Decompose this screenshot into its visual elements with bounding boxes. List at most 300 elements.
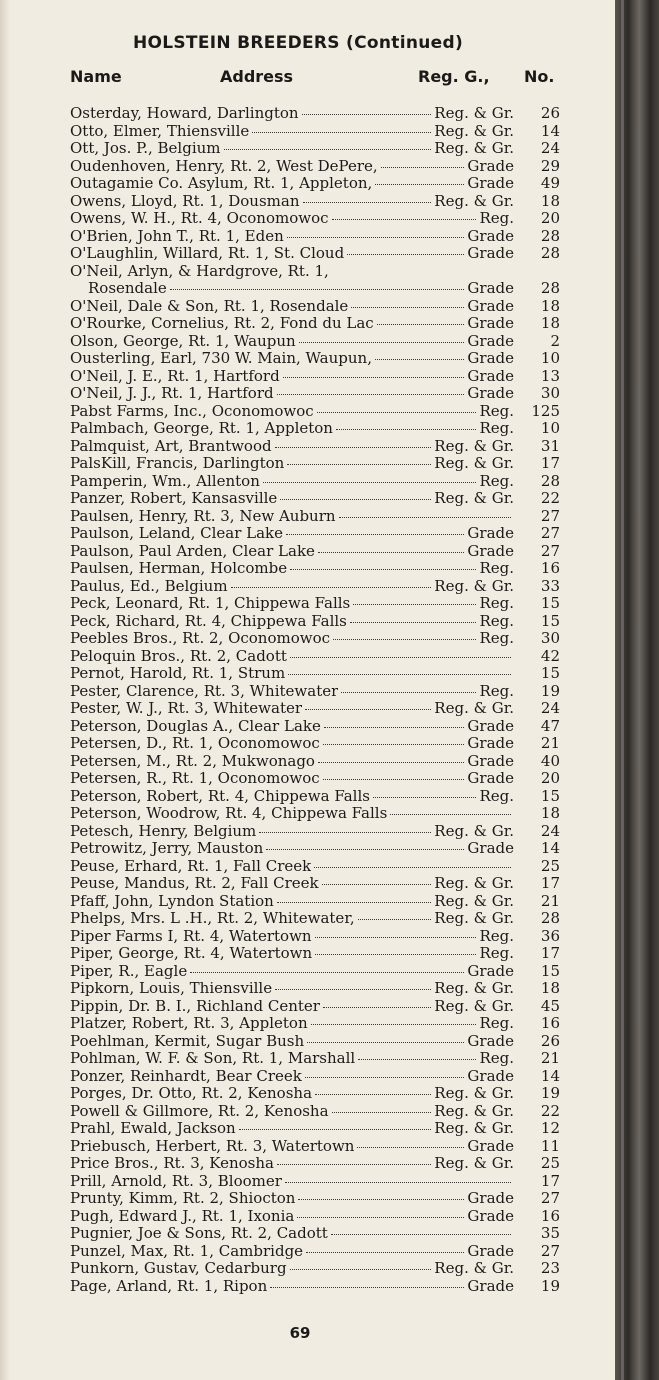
registration-class: Grade xyxy=(467,279,514,297)
registration-class: Reg. & Gr. xyxy=(434,489,514,507)
herd-count: 14 xyxy=(540,839,560,857)
breeder-entry xyxy=(70,403,560,421)
herd-count: 12 xyxy=(540,1119,560,1137)
registration-class: Reg. xyxy=(479,1014,514,1032)
herd-count: 18 xyxy=(540,804,560,822)
dot-leader xyxy=(259,831,431,833)
herd-count: 21 xyxy=(540,734,560,752)
breeder-name-address: Peterson, Robert, Rt. 4, Chippewa Falls xyxy=(70,787,370,805)
breeder-name-address: Owens, Lloyd, Rt. 1, Dousman xyxy=(70,192,300,210)
registration-class: Reg. xyxy=(479,681,514,700)
herd-count: 15 xyxy=(540,786,560,805)
registration-class: Reg. xyxy=(479,944,514,962)
herd-count: 17 xyxy=(540,944,560,962)
registration-class: Reg. & Gr. xyxy=(434,1154,514,1172)
herd-count: 29 xyxy=(540,156,560,175)
breeder-name-address: Platzer, Robert, Rt. 3, Appleton xyxy=(70,1015,308,1032)
breeder-entry xyxy=(70,1120,560,1138)
herd-count: 26 xyxy=(540,1031,560,1050)
breeder-name-address: Petesch, Henry, Belgium xyxy=(70,822,257,840)
breeder-entry xyxy=(70,770,560,788)
breeder-entry xyxy=(70,735,560,753)
herd-count: 22 xyxy=(540,1101,560,1120)
herd-count: 25 xyxy=(540,856,560,875)
registration-class: Grade xyxy=(467,314,514,332)
breeder-name-address: Pugh, Edward J., Rt. 1, Ixonia xyxy=(70,1207,295,1225)
dot-leader xyxy=(341,691,476,693)
dot-leader xyxy=(239,1128,432,1130)
breeder-name-address: Piper Farms I, Rt. 4, Watertown xyxy=(70,927,312,945)
breeder-name-address: O'Neil, J. J., Rt. 1, Hartford xyxy=(70,385,274,402)
registration-class: Grade xyxy=(467,839,514,857)
registration-class: Grade xyxy=(467,1189,514,1207)
dot-leader xyxy=(305,1076,465,1078)
registration-class: Grade xyxy=(467,384,514,402)
registration-class: Reg. xyxy=(479,401,514,420)
herd-count: 27 xyxy=(540,541,560,560)
breeder-entry xyxy=(70,858,560,876)
breeder-entry xyxy=(70,280,560,298)
registration-class: Reg. xyxy=(479,559,514,577)
dot-leader xyxy=(315,1093,431,1095)
herd-count: 14 xyxy=(540,121,560,140)
breeder-entry xyxy=(70,788,560,806)
breeder-entry xyxy=(70,998,560,1016)
dot-leader xyxy=(332,1111,432,1113)
breeder-entry xyxy=(70,508,560,526)
registration-class: Grade xyxy=(467,1276,514,1295)
registration-class: Reg. & Gr. xyxy=(434,1084,514,1102)
dot-leader xyxy=(252,131,431,133)
registration-class: Grade xyxy=(467,156,514,175)
dot-leader xyxy=(275,988,431,990)
dot-leader xyxy=(231,586,432,588)
breeder-entry xyxy=(70,893,560,911)
registration-class: Grade xyxy=(467,541,514,560)
dot-leader xyxy=(315,936,477,938)
breeder-name-address: Poehlman, Kermit, Sugar Bush xyxy=(70,1032,305,1050)
breeder-name-address: Punkorn, Gustav, Cedarburg xyxy=(70,1260,287,1277)
breeder-name-address: Peck, Leonard, Rt. 1, Chippewa Falls xyxy=(70,595,351,612)
registration-class: Grade xyxy=(467,226,514,245)
dot-leader xyxy=(287,463,431,465)
breeder-entry xyxy=(70,315,560,333)
herd-count: 24 xyxy=(540,139,560,157)
dot-leader xyxy=(353,603,476,605)
breeder-name-address: Owens, W. H., Rt. 4, Oconomowoc xyxy=(70,210,329,227)
herd-count: 27 xyxy=(540,506,560,525)
herd-count: 15 xyxy=(540,611,560,630)
breeder-name-address: Pugnier, Joe & Sons, Rt. 2, Cadott xyxy=(70,1225,328,1242)
breeder-entry xyxy=(70,123,560,141)
breeder-entry xyxy=(70,1173,560,1191)
breeder-entry xyxy=(70,840,560,858)
breeder-name-address: O'Neil, Dale & Son, Rt. 1, Rosendale xyxy=(70,297,349,315)
breeder-entry xyxy=(70,368,560,386)
breeder-entry xyxy=(70,455,560,473)
herd-count: 14 xyxy=(540,1066,560,1085)
herd-count: 24 xyxy=(540,821,560,840)
herd-count: 25 xyxy=(540,1154,560,1172)
breeder-name-address: Prill, Arnold, Rt. 3, Bloomer xyxy=(70,1172,282,1190)
breeder-name-address: Paulus, Ed., Belgium xyxy=(70,577,228,595)
dot-leader xyxy=(350,621,477,623)
breeder-list xyxy=(70,105,560,1295)
dot-leader xyxy=(302,113,432,115)
breeder-entry xyxy=(70,753,560,771)
dot-leader xyxy=(286,533,464,535)
registration-class: Reg. xyxy=(479,786,514,805)
breeder-name-address: Palmquist, Art, Brantwood xyxy=(70,437,272,455)
breeder-entry xyxy=(70,298,560,316)
herd-count: 16 xyxy=(540,1206,560,1225)
breeder-name-address: Ousterling, Earl, 730 W. Main, Waupun, xyxy=(70,350,372,367)
breeder-name-address: PalsKill, Francis, Darlington xyxy=(70,455,285,472)
registration-class: Reg. & Gr. xyxy=(434,139,514,157)
dot-leader xyxy=(323,743,465,745)
herd-count: 21 xyxy=(540,1049,560,1067)
dot-leader xyxy=(317,411,477,413)
herd-count: 16 xyxy=(540,1014,560,1032)
registration-class: Reg. & Gr. xyxy=(434,1119,514,1137)
dot-leader xyxy=(390,813,511,815)
breeder-name-address: Phelps, Mrs. L .H., Rt. 2, Whitewater, xyxy=(70,910,355,927)
registration-class: Reg. & Gr. xyxy=(434,996,514,1015)
registration-class: Reg. & Gr. xyxy=(434,909,514,927)
breeder-name-address: O'Laughlin, Willard, Rt. 1, St. Cloud xyxy=(70,245,345,262)
breeder-name-address: Pamperin, Wm., Allenton xyxy=(70,472,260,490)
dot-leader xyxy=(307,1041,464,1043)
breeder-entry xyxy=(70,525,560,543)
breeder-entry xyxy=(70,1050,560,1068)
breeder-name-address: Petersen, D., Rt. 1, Oconomowoc xyxy=(70,735,320,752)
dot-leader xyxy=(277,901,431,903)
breeder-entry xyxy=(70,420,560,438)
registration-class: Grade xyxy=(467,1206,514,1225)
dot-leader xyxy=(333,638,476,640)
dot-leader xyxy=(290,1268,432,1270)
dot-leader xyxy=(170,288,465,290)
registration-class: Reg. & Gr. xyxy=(434,1101,514,1120)
registration-class: Reg. & Gr. xyxy=(434,121,514,140)
dot-leader xyxy=(287,236,465,238)
breeder-entry xyxy=(70,595,560,613)
dot-leader xyxy=(303,201,432,203)
registration-class: Grade xyxy=(467,1066,514,1085)
breeder-name-address: Petersen, R., Rt. 1, Oconomowoc xyxy=(70,770,320,787)
registration-class: Reg. xyxy=(479,629,514,647)
herd-count: 125 xyxy=(531,401,560,420)
breeder-entry xyxy=(70,1260,560,1278)
breeder-entry xyxy=(70,630,560,648)
breeder-entry xyxy=(70,805,560,823)
breeder-name-address: O'Neil, J. E., Rt. 1, Hartford xyxy=(70,367,280,385)
herd-count: 10 xyxy=(540,349,560,367)
dot-leader xyxy=(375,358,464,360)
registration-class: Reg. xyxy=(479,926,514,945)
breeder-name-address: Prunty, Kimm, Rt. 2, Shiocton xyxy=(70,1190,296,1207)
breeder-entry xyxy=(70,210,560,228)
breeder-name-address: Oudenhoven, Henry, Rt. 2, West DePere, xyxy=(70,157,378,175)
column-header-number: No. xyxy=(524,67,555,86)
breeder-entry xyxy=(70,648,560,666)
herd-count: 18 xyxy=(540,191,560,210)
breeder-name-address: Osterday, Howard, Darlington xyxy=(70,105,299,122)
registration-class: Grade xyxy=(467,769,514,787)
herd-count: 18 xyxy=(540,979,560,997)
breeder-entry xyxy=(70,1138,560,1156)
herd-count: 28 xyxy=(540,244,560,262)
breeder-name-address: Pester, W. J., Rt. 3, Whitewater xyxy=(70,700,303,717)
registration-class: Reg. & Gr. xyxy=(434,1259,514,1277)
registration-class: Grade xyxy=(467,331,514,350)
herd-count: 28 xyxy=(540,909,560,927)
dot-leader xyxy=(315,953,476,955)
breeder-entry xyxy=(70,1243,560,1261)
breeder-entry xyxy=(70,193,560,211)
dot-leader xyxy=(311,1023,477,1025)
column-header-address: Address xyxy=(220,67,294,86)
registration-class: Grade xyxy=(467,296,514,315)
registration-class: Grade xyxy=(467,174,514,192)
breeder-entry xyxy=(70,613,560,631)
herd-count: 24 xyxy=(540,699,560,717)
herd-count: 20 xyxy=(540,209,560,227)
breeder-name-address: Peebles Bros., Rt. 2, Oconomowoc xyxy=(70,630,331,647)
page-number: 69 xyxy=(289,1324,311,1342)
breeder-entry xyxy=(70,1225,560,1243)
dot-leader xyxy=(351,306,464,308)
dot-leader xyxy=(283,376,465,378)
registration-class: Reg. xyxy=(479,419,514,437)
dot-leader xyxy=(339,516,511,518)
breeder-name-address: Petrowitz, Jerry, Mauston xyxy=(70,840,264,857)
breeder-name-address: Otto, Elmer, Thiensville xyxy=(70,122,250,140)
registration-class: Reg. xyxy=(479,1049,514,1067)
breeder-name-address: Peterson, Woodrow, Rt. 4, Chippewa Falls xyxy=(70,805,388,822)
herd-count: 42 xyxy=(540,646,560,665)
registration-class: Grade xyxy=(467,244,514,262)
breeder-name-address: Pabst Farms, Inc., Oconomowoc xyxy=(70,402,314,420)
breeder-name-address: Outagamie Co. Asylum, Rt. 1, Appleton, xyxy=(70,175,373,192)
dot-leader xyxy=(306,1251,464,1253)
breeder-entry xyxy=(70,1015,560,1033)
registration-class: Reg. xyxy=(479,611,514,630)
herd-count: 2 xyxy=(550,331,560,350)
breeder-entry xyxy=(70,823,560,841)
dot-leader xyxy=(324,726,465,728)
dot-leader xyxy=(270,1286,464,1288)
herd-count: 26 xyxy=(540,104,560,122)
herd-count: 11 xyxy=(540,1136,560,1155)
registration-class: Grade xyxy=(467,366,514,385)
registration-class: Grade xyxy=(467,716,514,735)
registration-class: Reg. xyxy=(479,209,514,227)
book-spine-edge xyxy=(615,0,659,1380)
registration-class: Grade xyxy=(467,734,514,752)
breeder-entry xyxy=(70,980,560,998)
herd-count: 18 xyxy=(540,314,560,332)
breeder-name-address: Priebusch, Herbert, Rt. 3, Watertown xyxy=(70,1137,355,1155)
herd-count: 33 xyxy=(540,576,560,595)
breeder-entry xyxy=(70,578,560,596)
dot-leader xyxy=(263,481,477,483)
herd-count: 20 xyxy=(540,769,560,787)
breeder-name-address: Pohlman, W. F. & Son, Rt. 1, Marshall xyxy=(70,1050,356,1067)
breeder-name-address: Pernot, Harold, Rt. 1, Strum xyxy=(70,665,286,682)
dot-leader xyxy=(277,1163,431,1165)
breeder-entry xyxy=(70,1155,560,1173)
herd-count: 45 xyxy=(540,996,560,1015)
herd-count: 31 xyxy=(540,436,560,455)
herd-count: 27 xyxy=(540,524,560,542)
breeder-entry xyxy=(70,700,560,718)
dot-leader xyxy=(332,271,511,273)
herd-count: 15 xyxy=(540,961,560,980)
breeder-name-address: Paulson, Paul Arden, Clear Lake xyxy=(70,542,315,560)
dot-leader xyxy=(314,866,511,868)
registration-class: Reg. & Gr. xyxy=(434,979,514,997)
herd-count: 13 xyxy=(540,366,560,385)
herd-count: 17 xyxy=(540,1171,560,1190)
dot-leader xyxy=(266,848,464,850)
registration-class: Reg. & Gr. xyxy=(434,891,514,910)
herd-count: 15 xyxy=(540,594,560,612)
breeder-entry xyxy=(70,1190,560,1208)
breeder-entry xyxy=(70,1103,560,1121)
page-title: HOLSTEIN BREEDERS (Continued) xyxy=(132,33,464,53)
herd-count: 21 xyxy=(540,891,560,910)
breeder-name-address: Pippin, Dr. B. I., Richland Center xyxy=(70,997,320,1015)
dot-leader xyxy=(299,341,465,343)
registration-class: Reg. & Gr. xyxy=(434,576,514,595)
breeder-entry xyxy=(70,158,560,176)
breeder-name-address: Panzer, Robert, Kansasville xyxy=(70,490,278,507)
registration-class: Reg. xyxy=(479,594,514,612)
herd-count: 10 xyxy=(540,419,560,437)
breeder-name-address: Page, Arland, Rt. 1, Ripon xyxy=(70,1277,268,1295)
dot-leader xyxy=(358,918,432,920)
herd-count: 15 xyxy=(540,664,560,682)
dot-leader xyxy=(290,656,511,658)
dot-leader xyxy=(277,393,465,395)
registration-class: Grade xyxy=(467,961,514,980)
herd-count: 28 xyxy=(540,471,560,490)
herd-count: 19 xyxy=(540,1276,560,1295)
breeder-name-address: Petersen, M., Rt. 2, Mukwonago xyxy=(70,752,315,770)
breeder-name-address: Powell & Gillmore, Rt. 2, Kenosha xyxy=(70,1102,329,1120)
dot-leader xyxy=(377,323,465,325)
breeder-name-address: Paulson, Leland, Clear Lake xyxy=(70,525,284,542)
breeder-name-address: Punzel, Max, Rt. 1, Cambridge xyxy=(70,1242,304,1260)
dot-leader xyxy=(285,1181,511,1183)
dot-leader xyxy=(347,253,464,255)
breeder-entry xyxy=(70,963,560,981)
breeder-entry xyxy=(70,105,560,123)
column-header-name: Name xyxy=(70,67,122,86)
breeder-name-address: Peuse, Erhard, Rt. 1, Fall Creek xyxy=(70,857,312,875)
dot-leader xyxy=(336,428,476,430)
registration-class: Grade xyxy=(467,524,514,542)
registration-class: Grade xyxy=(467,1241,514,1260)
dot-leader xyxy=(323,778,465,780)
breeder-entry xyxy=(70,1278,560,1296)
breeder-entry xyxy=(70,350,560,368)
dot-leader xyxy=(373,796,476,798)
breeder-entry xyxy=(70,473,560,491)
herd-count: 16 xyxy=(540,559,560,577)
dot-leader xyxy=(280,498,431,500)
dot-leader xyxy=(275,446,432,448)
dot-leader xyxy=(305,708,431,710)
herd-count: 30 xyxy=(540,384,560,402)
herd-count: 40 xyxy=(540,751,560,770)
dot-leader xyxy=(357,1146,464,1148)
dot-leader xyxy=(375,183,464,185)
breeder-name-address: Peck, Richard, Rt. 4, Chippewa Falls xyxy=(70,612,347,630)
breeder-entry xyxy=(70,490,560,508)
herd-count: 47 xyxy=(540,716,560,735)
herd-count: 49 xyxy=(540,174,560,192)
herd-count: 27 xyxy=(540,1241,560,1260)
breeder-name-address: Porges, Dr. Otto, Rt. 2, Kenosha xyxy=(70,1085,313,1102)
breeder-entry xyxy=(70,718,560,736)
herd-count: 17 xyxy=(540,454,560,472)
dot-leader xyxy=(318,551,465,553)
breeder-entry xyxy=(70,1208,560,1226)
herd-count: 22 xyxy=(540,489,560,507)
registration-class: Grade xyxy=(467,1136,514,1155)
dot-leader xyxy=(288,673,511,675)
dot-leader xyxy=(381,166,465,168)
breeder-entry xyxy=(70,385,560,403)
herd-count: 19 xyxy=(540,1084,560,1102)
herd-count: 19 xyxy=(540,681,560,700)
breeder-entry xyxy=(70,875,560,893)
breeder-name-address: Piper, George, Rt. 4, Watertown xyxy=(70,945,313,962)
breeder-entry xyxy=(70,333,560,351)
breeder-entry xyxy=(70,543,560,561)
registration-class: Reg. & Gr. xyxy=(434,191,514,210)
breeder-name-address: Ott, Jos. P., Belgium xyxy=(70,140,221,157)
dot-leader xyxy=(322,883,432,885)
breeder-name-address: Pfaff, John, Lyndon Station xyxy=(70,892,274,910)
breeder-entry xyxy=(70,683,560,701)
herd-count: 23 xyxy=(540,1259,560,1277)
dot-leader xyxy=(290,568,476,570)
breeder-name-address: Ponzer, Reinhardt, Bear Creek xyxy=(70,1067,302,1085)
herd-count: 18 xyxy=(540,296,560,315)
dot-leader xyxy=(323,1006,431,1008)
dot-leader xyxy=(318,761,464,763)
breeder-entry xyxy=(70,910,560,928)
registration-class: Reg. & Gr. xyxy=(434,699,514,717)
registration-class: Reg. xyxy=(479,471,514,490)
herd-count: 35 xyxy=(540,1224,560,1242)
dot-leader xyxy=(332,218,477,220)
breeder-entry xyxy=(70,228,560,246)
registration-class: Reg. & Gr. xyxy=(434,821,514,840)
registration-class: Reg. & Gr. xyxy=(434,454,514,472)
dot-leader xyxy=(331,1233,511,1235)
breeder-name-address: Paulsen, Herman, Holcombe xyxy=(70,560,288,577)
breeder-name-address: Paulsen, Henry, Rt. 3, New Auburn xyxy=(70,507,336,525)
column-header-reg-grade: Reg. G., xyxy=(418,67,490,86)
herd-count: 36 xyxy=(540,926,560,945)
breeder-entry xyxy=(70,1033,560,1051)
dot-leader xyxy=(298,1198,464,1200)
breeder-entry xyxy=(70,665,560,683)
